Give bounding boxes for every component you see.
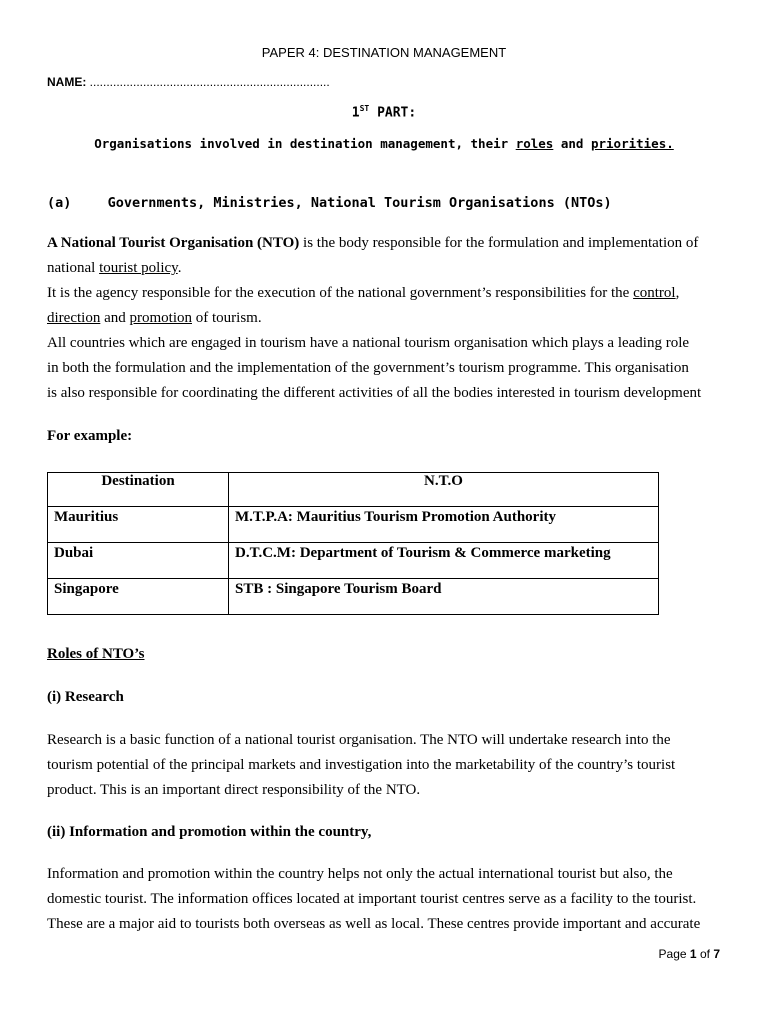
page-current: 1: [689, 947, 697, 961]
nto-table: [47, 472, 659, 615]
nto-definition-term: A National Tourist Organisation (NTO): [47, 235, 300, 251]
research-line-1: Research is a basic function of a national tourist organisation. The NTO will undertake research into the: [47, 732, 671, 748]
page-of: of: [699, 947, 710, 961]
intro-line-4: [47, 306, 720, 331]
research-line-3: product. This is an important direct responsibility of the NTO.: [47, 782, 421, 798]
subtitle-and: and: [560, 136, 584, 151]
table-row: [48, 507, 659, 543]
intro-line-2: [47, 256, 720, 281]
role-information-title: (ii) Information and promotion within the country,: [47, 824, 372, 840]
role-research-title: (i) Research: [47, 689, 124, 705]
information-line-1: Information and promotion within the country helps not only the actual international tourist but also, the: [47, 866, 673, 882]
intro-line-5: All countries which are engaged in tourism have a national tourism organisation which plays a leading role: [47, 335, 690, 351]
table-cell-destination: Singapore: [48, 579, 229, 615]
name-dots: ........................................................................: [89, 75, 330, 89]
agency-comma: ,: [675, 285, 680, 301]
page-label: Page: [658, 947, 687, 961]
page-number: [659, 947, 720, 961]
name-label: NAME:: [47, 75, 87, 89]
part-number: 1: [351, 105, 360, 121]
information-paragraph: [47, 862, 720, 937]
research-paragraph: [47, 728, 720, 803]
tourist-policy-term: tourist policy: [99, 260, 178, 276]
part-superscript: ST: [359, 104, 370, 113]
direction-term: direction: [47, 310, 101, 326]
table-cell-nto: STB : Singapore Tourism Board: [229, 579, 659, 615]
example-label: For example:: [47, 428, 133, 444]
agency-text: It is the agency responsible for the execution of the national government’s responsibilities for the: [47, 285, 634, 301]
agency-end: of tourism.: [192, 310, 262, 326]
intro-line-3: [47, 281, 720, 306]
control-term: control: [633, 285, 676, 301]
table-cell-nto: D.T.C.M: Department of Tourism & Commerce marketing: [229, 543, 659, 579]
research-line-2: tourism potential of the principal markets and investigation into the marketability of the country’s tourist: [47, 757, 676, 773]
intro-line-6: in both the formulation and the implementation of the government’s tourism programme. This organisation: [47, 360, 689, 376]
document-title: PAPER 4: DESTINATION MANAGEMENT: [261, 45, 507, 60]
intro-line-1: [47, 231, 720, 256]
section-a-heading: [47, 195, 612, 211]
subtitle-text: Organisations involved in destination management, their: [94, 136, 509, 151]
page-total: 7: [713, 947, 720, 961]
information-line-3: These are a major aid to tourists both overseas as well as local. These centres provide important and accurate: [47, 916, 701, 932]
information-line-2: domestic tourist. The information offices located at important tourist centres serve as a facility to the tourist.: [47, 891, 697, 907]
section-a-marker: (a): [47, 195, 72, 211]
table-cell-destination: Mauritius: [48, 507, 229, 543]
intro-paragraph: [47, 231, 720, 406]
promotion-term: promotion: [129, 310, 192, 326]
table-header-nto: N.T.O: [229, 473, 659, 507]
table-cell-destination: Dubai: [48, 543, 229, 579]
table-row: [48, 579, 659, 615]
intro-line-7: is also responsible for coordinating the different activities of all the bodies interested in tourism development: [47, 385, 702, 401]
subtitle-roles: roles: [515, 136, 554, 151]
section-a-title: Governments, Ministries, National Tourism Organisations (NTOs): [107, 195, 612, 211]
intro-line-2-text: national: [47, 260, 100, 276]
table-header-destination: Destination: [48, 473, 229, 507]
table-row: [48, 543, 659, 579]
roles-heading: Roles of NTO’s: [47, 646, 145, 662]
table-header-row: [48, 473, 659, 507]
intro-line-2-end: .: [177, 260, 182, 276]
part-heading: [0, 104, 768, 120]
part-label: PART:: [377, 105, 417, 121]
document-subtitle: [0, 136, 768, 151]
table-cell-nto: M.T.P.A: Mauritius Tourism Promotion Authority: [229, 507, 659, 543]
agency-and: and: [100, 310, 130, 326]
subtitle-priorities: priorities.: [590, 136, 674, 151]
name-field: [47, 75, 330, 89]
nto-definition-rest: is the body responsible for the formulation and implementation of: [299, 235, 699, 251]
